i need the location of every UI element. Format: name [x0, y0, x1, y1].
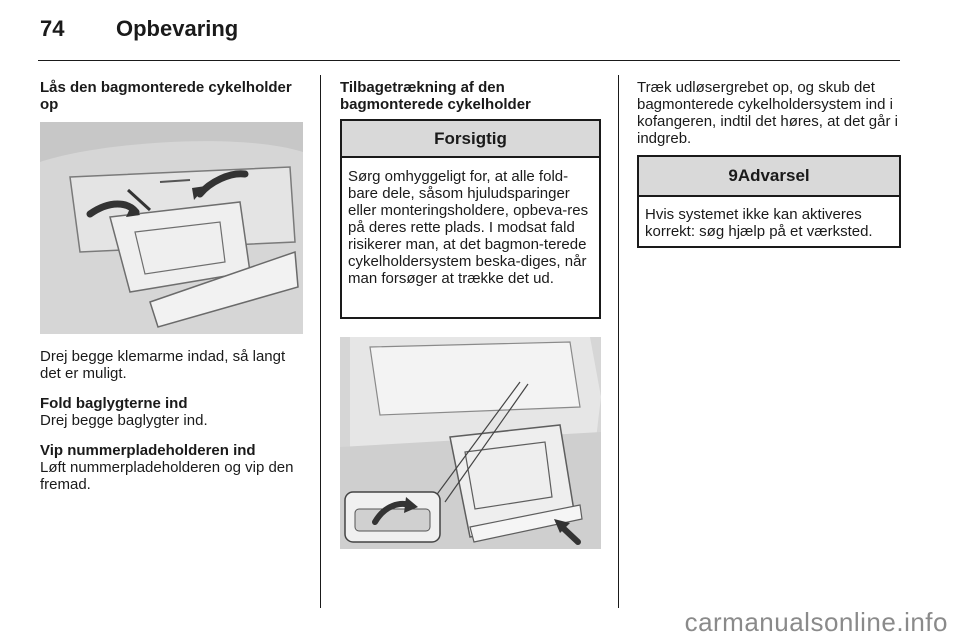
paragraph-release-lever: Træk udløsergrebet op, og skub det bagmonterede cykelholdersystem ind i kofangeren, indtil det høres, at det går i indgreb.	[637, 79, 898, 147]
paragraph-tilt-plate: Løft nummerpladeholderen og vip den fremad.	[40, 459, 294, 493]
warning-icon: 9	[728, 166, 738, 185]
warning-header	[639, 157, 899, 197]
section-heading-unlock: Lås den bagmonterede cykelholder op	[40, 79, 292, 113]
column-divider-left	[320, 75, 321, 608]
watermark: carmanualsonline.info	[684, 607, 948, 637]
header-rule	[38, 60, 900, 61]
section-heading-retract: Tilbagetrækning af den bagmonterede cykelholder	[340, 79, 531, 113]
clamp-arms-drawing	[40, 122, 303, 334]
caution-title: Forsigtig	[342, 121, 599, 158]
right-column	[637, 79, 902, 147]
caution-text: Sørg omhyggeligt for, at alle fold-bare dele, såsom hjuludsparinger eller monteringsholdere, opbeva-res på deres rette plads. I modsat fald risikerer man, at det bagmon-terede cykelholdersystem beska-diges, når man forsøger at trække det ud.	[348, 168, 589, 287]
section-heading-tilt-plate: Vip nummerpladeholderen ind	[40, 442, 256, 459]
bike-carrier-clamp-illustration	[40, 122, 303, 334]
paragraph-fold-lights: Drej begge baglygter ind.	[40, 412, 208, 429]
caution-box	[340, 119, 601, 319]
middle-column	[340, 79, 605, 113]
warning-box	[637, 155, 901, 248]
warning-title: Advarsel	[737, 166, 810, 185]
left-column-lower	[40, 348, 305, 493]
page-number: 74	[40, 16, 65, 41]
left-column	[40, 79, 305, 113]
warning-text: Hvis systemet ikke kan aktiveres korrekt: søg hjælp på et værksted.	[645, 206, 873, 240]
section-heading-fold-lights: Fold baglygterne ind	[40, 395, 188, 412]
paragraph-turn-clamps: Drej begge klemarme indad, så langt det er muligt.	[40, 348, 286, 382]
car-rear-retract-illustration	[340, 337, 601, 549]
page-title: Opbevaring	[116, 16, 239, 41]
car-rear-drawing	[340, 337, 601, 549]
column-divider-right	[618, 75, 619, 608]
